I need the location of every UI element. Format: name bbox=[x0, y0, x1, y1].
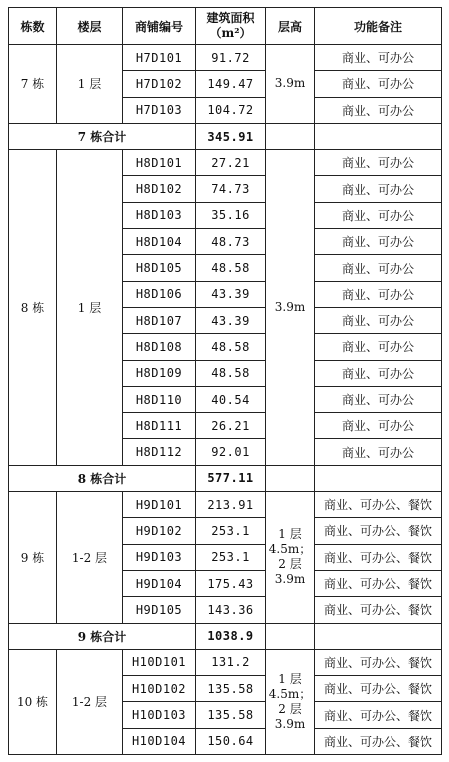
area-cell: 48.58 bbox=[196, 334, 266, 360]
function-note-cell: 商业、可办公、餐饮 bbox=[315, 728, 442, 754]
function-note-cell: 商业、可办公 bbox=[315, 281, 442, 307]
area-cell: 26.21 bbox=[196, 413, 266, 439]
empty-cell bbox=[266, 623, 315, 649]
shop-code-cell: H9D104 bbox=[123, 570, 196, 596]
function-note-cell: 商业、可办公 bbox=[315, 97, 442, 123]
function-note-cell: 商业、可办公 bbox=[315, 255, 442, 281]
function-note-cell: 商业、可办公 bbox=[315, 202, 442, 228]
function-note-cell: 商业、可办公 bbox=[315, 176, 442, 202]
subtotal-label: 7 栋合计 bbox=[9, 123, 196, 149]
shop-code-cell: H8D104 bbox=[123, 229, 196, 255]
subtotal-row bbox=[9, 465, 442, 491]
function-note-cell: 商业、可办公 bbox=[315, 413, 442, 439]
building-cell: 7 栋 bbox=[9, 45, 57, 124]
floor-height-line: 3.9m bbox=[274, 716, 306, 731]
function-note-cell: 商业、可办公 bbox=[315, 334, 442, 360]
function-note-cell: 商业、可办公 bbox=[315, 360, 442, 386]
floor-cell: 1-2 层 bbox=[57, 492, 123, 623]
floor-height-line: 2 层 bbox=[278, 557, 302, 572]
shop-code-cell: H9D105 bbox=[123, 597, 196, 623]
header-area-line1: 建筑面积 bbox=[206, 11, 255, 25]
table-row bbox=[9, 45, 442, 71]
area-cell: 149.47 bbox=[196, 71, 266, 97]
subtotal-row bbox=[9, 123, 442, 149]
area-cell: 43.39 bbox=[196, 307, 266, 333]
floor-height-cell bbox=[266, 492, 315, 623]
floor-cell: 1 层 bbox=[57, 150, 123, 466]
function-note-cell: 商业、可办公 bbox=[315, 229, 442, 255]
floor-height-line: 2 层 bbox=[278, 701, 302, 716]
subtotal-label: 9 栋合计 bbox=[9, 623, 196, 649]
shop-code-cell: H8D109 bbox=[123, 360, 196, 386]
header-area bbox=[196, 8, 266, 45]
building-cell: 9 栋 bbox=[9, 492, 57, 623]
floor-height-line: 4.5m； bbox=[268, 542, 312, 557]
shop-area-table bbox=[8, 7, 442, 755]
area-cell: 104.72 bbox=[196, 97, 266, 123]
empty-cell bbox=[315, 465, 442, 491]
shop-code-cell: H10D101 bbox=[123, 649, 196, 675]
table-row bbox=[9, 649, 442, 675]
shop-code-cell: H10D104 bbox=[123, 728, 196, 754]
shop-code-cell: H8D106 bbox=[123, 281, 196, 307]
shop-code-cell: H9D103 bbox=[123, 544, 196, 570]
area-cell: 48.58 bbox=[196, 360, 266, 386]
area-cell: 135.58 bbox=[196, 676, 266, 702]
subtotal-label: 8 栋合计 bbox=[9, 465, 196, 491]
area-cell: 48.58 bbox=[196, 255, 266, 281]
function-note-cell: 商业、可办公 bbox=[315, 150, 442, 176]
header-building: 栋数 bbox=[9, 8, 57, 45]
area-cell: 131.2 bbox=[196, 649, 266, 675]
building-cell: 8 栋 bbox=[9, 150, 57, 466]
empty-cell bbox=[266, 465, 315, 491]
header-floor: 楼层 bbox=[57, 8, 123, 45]
area-cell: 143.36 bbox=[196, 597, 266, 623]
area-cell: 27.21 bbox=[196, 150, 266, 176]
function-note-cell: 商业、可办公、餐饮 bbox=[315, 597, 442, 623]
floor-height-line: 1 层 bbox=[278, 671, 302, 686]
empty-cell bbox=[266, 123, 315, 149]
area-cell: 92.01 bbox=[196, 439, 266, 465]
shop-code-cell: H8D105 bbox=[123, 255, 196, 281]
function-note-cell: 商业、可办公 bbox=[315, 439, 442, 465]
area-cell: 35.16 bbox=[196, 202, 266, 228]
function-note-cell: 商业、可办公 bbox=[315, 71, 442, 97]
area-cell: 74.73 bbox=[196, 176, 266, 202]
shop-code-cell: H9D101 bbox=[123, 492, 196, 518]
floor-height-cell bbox=[266, 45, 315, 124]
function-note-cell: 商业、可办公 bbox=[315, 386, 442, 412]
shop-code-cell: H7D101 bbox=[123, 45, 196, 71]
area-cell: 253.1 bbox=[196, 544, 266, 570]
function-note-cell: 商业、可办公、餐饮 bbox=[315, 702, 442, 728]
empty-cell bbox=[315, 623, 442, 649]
subtotal-value: 1038.9 bbox=[196, 623, 266, 649]
function-note-cell: 商业、可办公、餐饮 bbox=[315, 518, 442, 544]
shop-code-cell: H8D107 bbox=[123, 307, 196, 333]
area-cell: 213.91 bbox=[196, 492, 266, 518]
function-note-cell: 商业、可办公 bbox=[315, 307, 442, 333]
subtotal-value: 577.11 bbox=[196, 465, 266, 491]
floor-height-line: 1 层 bbox=[278, 527, 302, 542]
header-shop-code: 商铺编号 bbox=[123, 8, 196, 45]
area-cell: 150.64 bbox=[196, 728, 266, 754]
area-cell: 253.1 bbox=[196, 518, 266, 544]
floor-cell: 1 层 bbox=[57, 45, 123, 124]
function-note-cell: 商业、可办公、餐饮 bbox=[315, 544, 442, 570]
header-function-note: 功能备注 bbox=[315, 8, 442, 45]
floor-height-cell bbox=[266, 649, 315, 754]
shop-code-cell: H7D103 bbox=[123, 97, 196, 123]
floor-height-line: 3.9m bbox=[274, 299, 306, 314]
shop-code-cell: H9D102 bbox=[123, 518, 196, 544]
area-cell: 175.43 bbox=[196, 570, 266, 596]
header-row bbox=[9, 8, 442, 45]
floor-height-line: 3.9m bbox=[274, 76, 306, 91]
shop-code-cell: H8D112 bbox=[123, 439, 196, 465]
subtotal-row bbox=[9, 623, 442, 649]
shop-code-cell: H8D108 bbox=[123, 334, 196, 360]
floor-cell: 1-2 层 bbox=[57, 649, 123, 754]
shop-code-cell: H8D101 bbox=[123, 150, 196, 176]
table-row bbox=[9, 150, 442, 176]
area-cell: 43.39 bbox=[196, 281, 266, 307]
shop-code-cell: H8D102 bbox=[123, 176, 196, 202]
building-cell: 10 栋 bbox=[9, 649, 57, 754]
shop-code-cell: H8D111 bbox=[123, 413, 196, 439]
area-cell: 135.58 bbox=[196, 702, 266, 728]
subtotal-value: 345.91 bbox=[196, 123, 266, 149]
shop-code-cell: H10D102 bbox=[123, 676, 196, 702]
header-floor-height: 层高 bbox=[266, 8, 315, 45]
function-note-cell: 商业、可办公、餐饮 bbox=[315, 492, 442, 518]
floor-height-line: 3.9m bbox=[274, 572, 306, 587]
shop-code-cell: H8D110 bbox=[123, 386, 196, 412]
table-body bbox=[9, 45, 442, 755]
empty-cell bbox=[315, 123, 442, 149]
area-cell: 91.72 bbox=[196, 45, 266, 71]
floor-height-line: 4.5m； bbox=[268, 686, 312, 701]
shop-code-cell: H7D102 bbox=[123, 71, 196, 97]
shop-code-cell: H10D103 bbox=[123, 702, 196, 728]
header-area-line2: （m²） bbox=[209, 26, 252, 40]
function-note-cell: 商业、可办公 bbox=[315, 45, 442, 71]
area-cell: 48.73 bbox=[196, 229, 266, 255]
floor-height-cell bbox=[266, 150, 315, 466]
function-note-cell: 商业、可办公、餐饮 bbox=[315, 570, 442, 596]
area-cell: 40.54 bbox=[196, 386, 266, 412]
shop-code-cell: H8D103 bbox=[123, 202, 196, 228]
function-note-cell: 商业、可办公、餐饮 bbox=[315, 676, 442, 702]
table-row bbox=[9, 492, 442, 518]
function-note-cell: 商业、可办公、餐饮 bbox=[315, 649, 442, 675]
